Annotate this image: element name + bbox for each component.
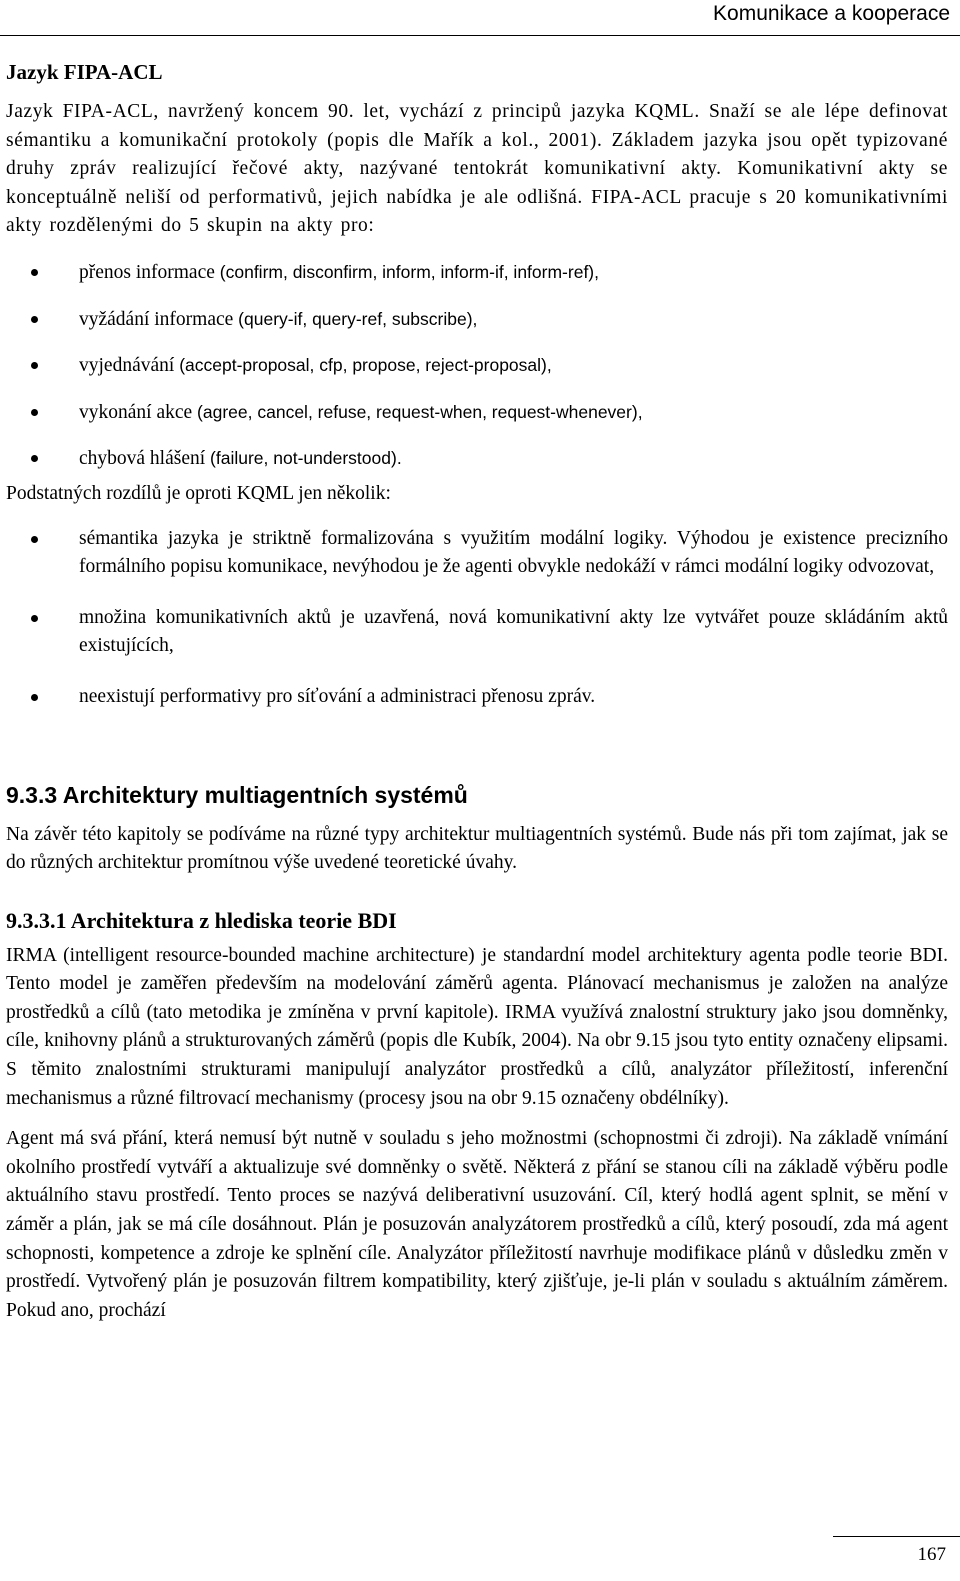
list-item <box>6 351 948 381</box>
group-acts: (query-if, query-ref, subscribe), <box>238 308 478 329</box>
list-item <box>6 444 948 474</box>
bdi-paragraph-1: IRMA (intelligent resource-bounded machine architecture) je standardní model architektury agenta podle teorie BDI. Tento model je zaměřen především na modelování záměrů agenta. Plánovací mechanismus je založen na analýze prostředků a cílů (tato metodika je zmíněna v první kapitole). IRMA využívá znalostní struktury jako jsou domněnky, cíle, knihovny plánů a strukturovaných záměrů (popis dle Kubík, 2004). Na obr 9.15 jsou tyto entity označeny elipsami. S těmito znalostními strukturami manipulují analyzátor prostředků a cílů, analyzátor příležitostí, inferenční mechanismus a různé filtrovací mechanismy (procesy jsou na obr 9.15 označeny obdélníky). <box>6 944 948 1109</box>
section-title-fipa: Jazyk FIPA-ACL <box>6 60 163 84</box>
difference-text: neexistují performativy pro síťování a administraci přenosu zpráv. <box>79 685 596 707</box>
group-acts: (failure, not-understood). <box>210 448 402 469</box>
differences-list <box>6 525 948 712</box>
list-item <box>6 305 948 335</box>
header-rule <box>0 35 960 36</box>
group-acts: (agree, cancel, refuse, request-when, request-whenever), <box>197 401 643 422</box>
group-name: přenos informace <box>79 261 215 283</box>
group-name: vykonání akce <box>79 401 193 423</box>
running-head: Komunikace a kooperace <box>713 2 950 25</box>
section-title: Architektura z hlediska teorie BDI <box>70 907 397 933</box>
list-item <box>6 683 948 712</box>
bullet-icon <box>31 316 38 323</box>
difference-text: sémantika jazyka je striktně formalizována s využitím modální logiky. Výhodou je existence precizního formálního popisu komunikace, nevýhodou je že agenti obvykle nedokáží v rámci modální logiky odvozovat, <box>79 527 948 578</box>
list-item <box>6 398 948 428</box>
page-number: 167 <box>917 1544 946 1565</box>
section-number: 9.3.3 <box>6 781 58 808</box>
section-heading-933 <box>6 782 948 809</box>
bullet-icon <box>31 362 38 369</box>
list-item <box>6 604 948 661</box>
group-acts: (accept-proposal, cfp, propose, reject-proposal), <box>179 355 552 376</box>
section-933-paragraph: Na závěr této kapitoly se podíváme na různé typy architektur multiagentních systémů. Bude nás při tom zajímat, jak se do různých architektur promítnou výše uvedené teoretické úvahy. <box>6 823 948 874</box>
section-heading-9331 <box>6 908 948 934</box>
group-name: vyžádání informace <box>79 308 234 330</box>
group-acts: (confirm, disconfirm, inform, inform-if, inform-ref), <box>219 261 599 282</box>
list-item <box>6 525 948 582</box>
act-groups-list <box>6 258 948 474</box>
difference-text: množina komunikativních aktů je uzavřená, nová komunikativní akty lze vytvářet pouze skládáním aktů existujících, <box>79 606 948 657</box>
bullet-icon <box>31 269 38 276</box>
bullet-icon <box>31 536 38 543</box>
bullet-icon <box>31 455 38 462</box>
list-item <box>6 258 948 288</box>
section-number: 9.3.3.1 <box>6 907 67 933</box>
bullet-icon <box>31 409 38 416</box>
bullet-icon <box>31 694 38 701</box>
group-name: chybová hlášení <box>79 448 206 470</box>
fipa-intro-paragraph: Jazyk FIPA-ACL, navržený koncem 90. let, vychází z principů jazyka KQML. Snaží se ale lépe definovat sémantiku a komunikační protokoly (popis dle Mařík a kol., 2001). Základem jazyka jsou opět typizované druhy zpráv realizující řečové akty, nazývané tentokrát komunikativní akty. Komunikativní akty se konceptuálně neliší od performativů, jejich nabídka je ale odlišná. FIPA-ACL pracuje s 20 komunikativními akty rozdělenými do 5 skupin na akty pro: <box>6 101 948 237</box>
section-title: Architektury multiagentních systémů <box>62 781 468 808</box>
differences-intro: Podstatných rozdílů je oproti KQML jen několik: <box>6 482 391 504</box>
group-name: vyjednávání <box>79 355 175 377</box>
footer-rule <box>833 1536 960 1537</box>
bdi-paragraph-2: Agent má svá přání, která nemusí být nutně v souladu s jeho možnostmi (schopnostmi či zdroji). Na základě vnímání okolního prostředí vytváří a aktualizuje své domněnky o světě. Některá z přání se stanou cíli na základě výběru podle aktuálního stavu prostředí. Tento proces se nazývá deliberativní usuzování. Cíl, který hodlá agent splnit, se mění v záměr a plán, jak se má cíle dosáhnout. Plán je posuzován analyzátorem prostředků a cílů, který posoudí, zda má agent schopnosti, kompetence a zdroje ke splnění cíle. Analyzátor příležitostí navrhuje modifikace plánů v důsledku změn v prostředí. Vytvořený plán je posuzován filtrem kompatibility, který zjišťuje, je-li plán v souladu s aktuálním záměrem. Pokud ano, prochází <box>6 1128 948 1321</box>
content <box>6 58 948 1325</box>
bullet-icon <box>31 615 38 622</box>
